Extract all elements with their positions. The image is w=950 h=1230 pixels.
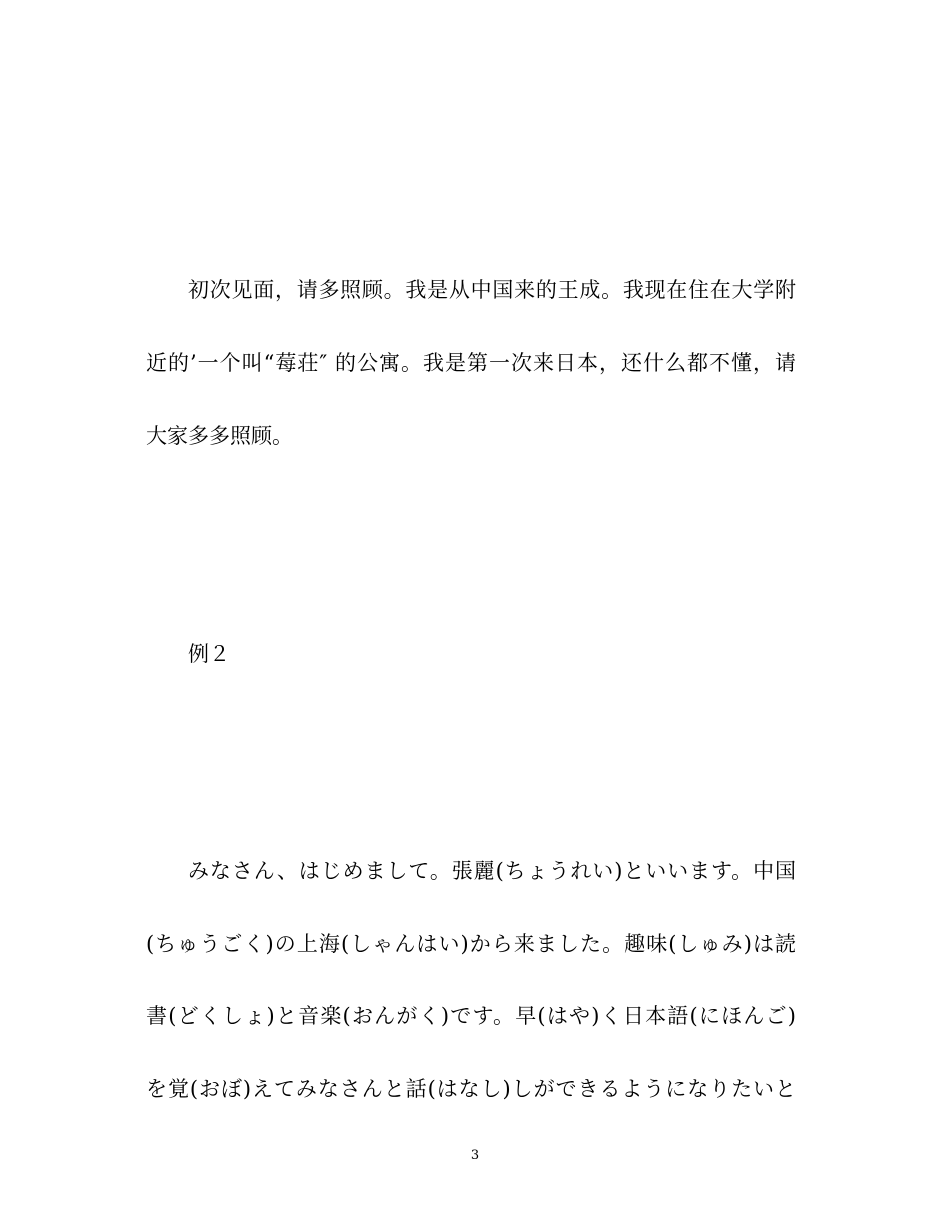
example-label: 例２ (188, 642, 230, 666)
page-number: 3 (470, 1148, 480, 1163)
paragraph-2-line-3: 書(どくしょ)と音楽(おんがく)です。早(はや)く日本語(にほんご) (146, 1004, 796, 1028)
paragraph-2-line-1: みなさん、はじめまして。張麗(ちょうれい)といいます。中国 (188, 859, 796, 883)
paragraph-1-line-2: 近的’一个叫“莓荘″ 的公寓。我是第一次来日本，还什么都不懂，请 (146, 351, 796, 375)
paragraph-2-line-2: (ちゅうごく)の上海(しゃんはい)から来ました。趣味(しゅみ)は読 (146, 932, 796, 956)
paragraph-1-line-3: 大家多多照顾。 (146, 424, 293, 448)
paragraph-2-line-4: を覚(おぼ)えてみなさんと話(はなし)しができるようになりたいと (146, 1077, 796, 1101)
paragraph-1-line-1: 初次见面，请多照顾。我是从中国来的王成。我现在住在大学附 (188, 278, 796, 302)
